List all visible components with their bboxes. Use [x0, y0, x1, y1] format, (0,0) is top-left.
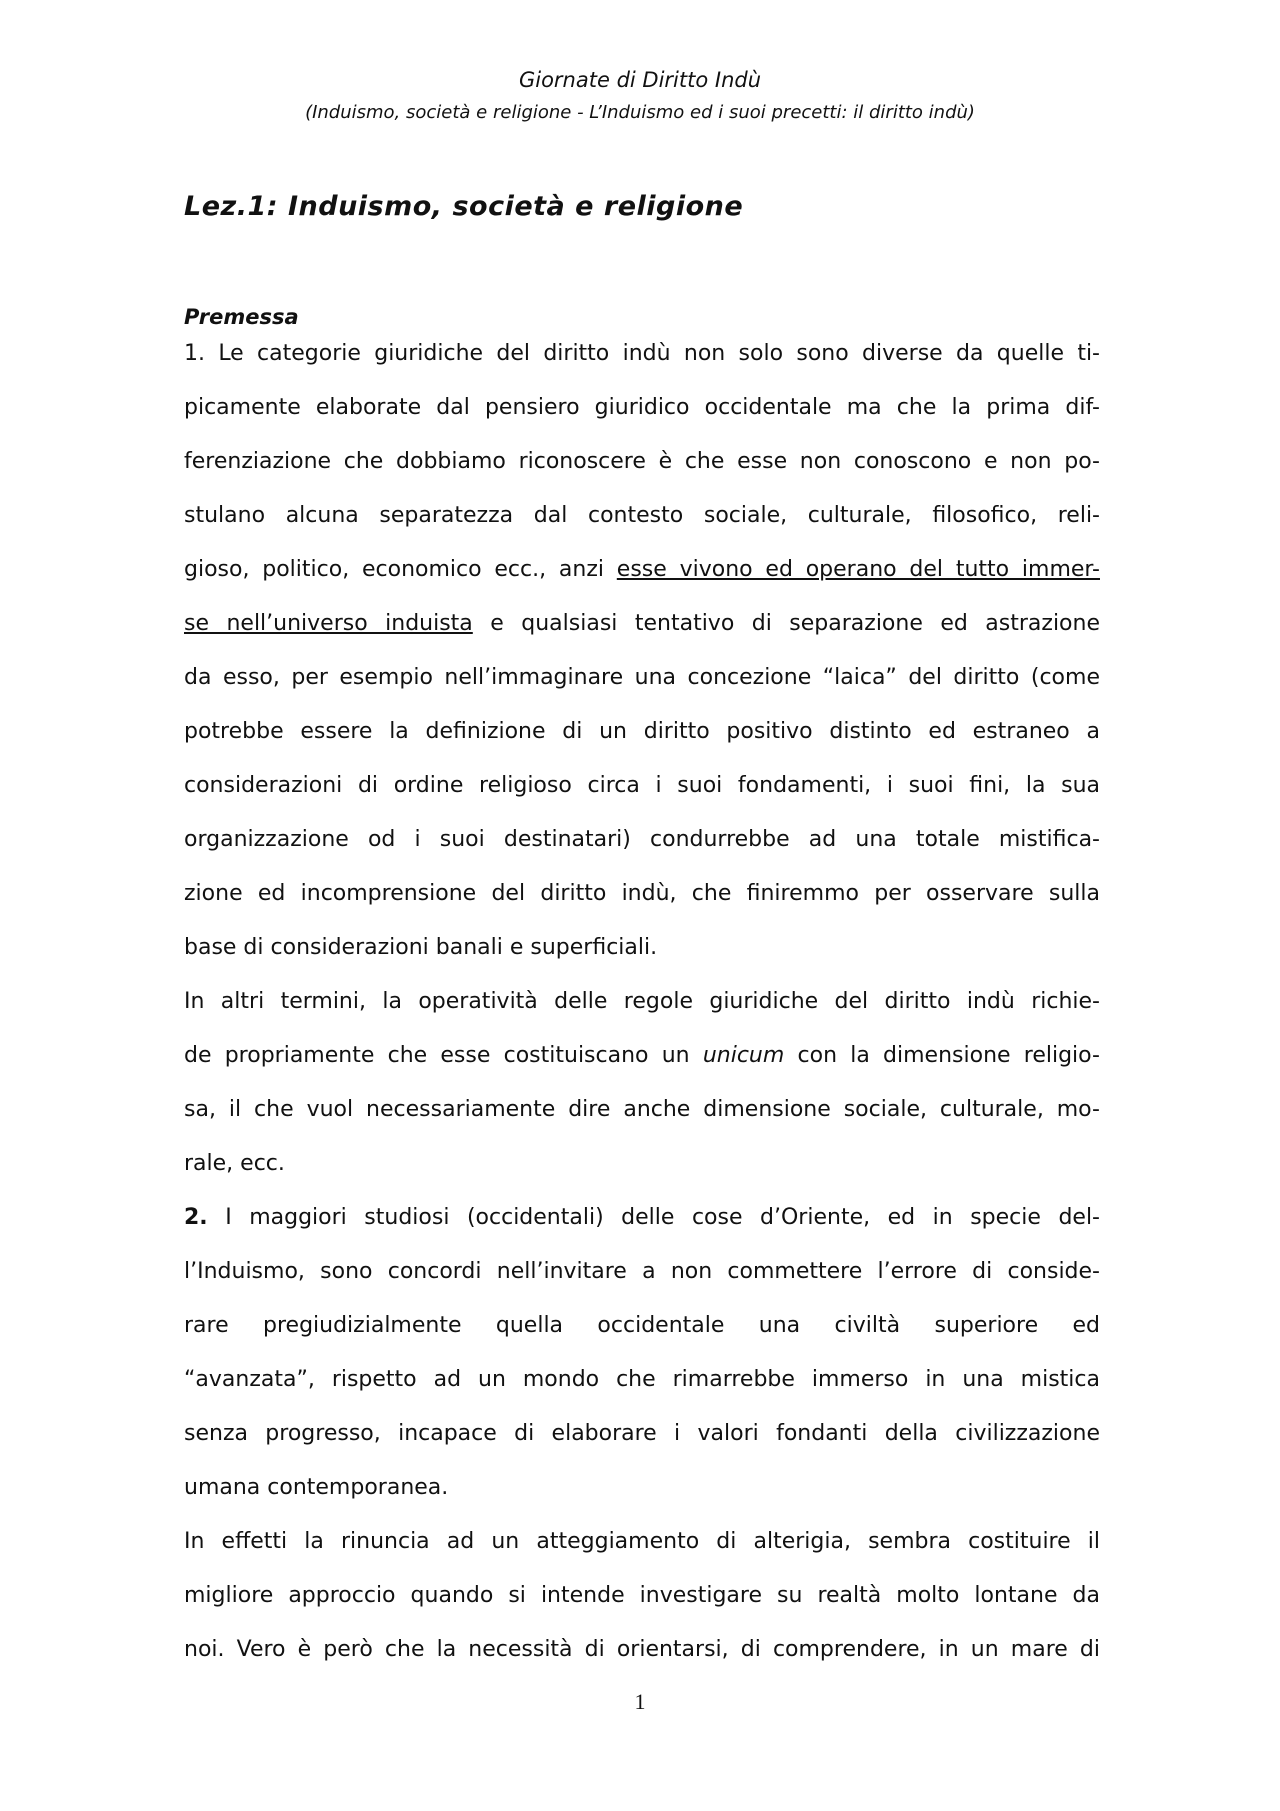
- text-line: organizzazione od i suoi destinatari) condurrebbe ad una totale mistifica-: [184, 827, 1100, 852]
- text-line: [184, 1200, 1100, 1254]
- text-line: noi. Vero è però che la necessità di orientarsi, di comprendere, in un mare di: [184, 1637, 1100, 1662]
- text-line: 1. Le categorie giuridiche del diritto indù non solo sono diverse da quelle ti-: [184, 341, 1100, 366]
- text-line: stulano alcuna separatezza dal contesto sociale, culturale, filosofico, reli-: [184, 503, 1100, 528]
- text-line: In effetti la rinuncia ad un atteggiamento di alterigia, sembra costituire il: [184, 1529, 1100, 1554]
- text-line: zione ed incomprensione del diritto indù, che finiremmo per osservare sulla: [184, 881, 1100, 906]
- text-run: de propriamente che esse costituiscano un: [184, 1043, 703, 1068]
- text-run: gioso, politico, economico ecc., anzi: [184, 557, 617, 582]
- underlined-text: esse vivono ed operano del tutto immer-: [616, 557, 1100, 582]
- text-line: base di considerazioni banali e superficiali.: [184, 935, 658, 960]
- text-line: “avanzata”, rispetto ad un mondo che rimarrebbe immerso in una mistica: [184, 1367, 1100, 1392]
- text-line: umana contemporanea.: [184, 1475, 449, 1500]
- text-run: I maggiori studiosi (occidentali) delle cose d’Oriente, ed in specie del-: [207, 1205, 1100, 1230]
- paragraph-number: 2.: [184, 1205, 208, 1230]
- text-line: ferenziazione che dobbiamo riconoscere è che esse non conoscono e non po-: [184, 449, 1100, 474]
- text-line: senza progresso, incapace di elaborare i valori fondanti della civilizzazione: [184, 1421, 1100, 1446]
- text-line: [184, 552, 1100, 606]
- running-header-title: Giornate di Diritto Indù: [518, 68, 762, 92]
- text-line: In altri termini, la operatività delle regole giuridiche del diritto indù richie-: [184, 989, 1100, 1014]
- text-line: picamente elaborate dal pensiero giuridico occidentale ma che la prima dif-: [184, 395, 1100, 420]
- text-line: considerazioni di ordine religioso circa i suoi fondamenti, i suoi fini, la sua: [184, 773, 1100, 798]
- page-number: 1: [634, 1689, 646, 1714]
- text-run: con la dimensione religio-: [784, 1043, 1100, 1068]
- text-line: potrebbe essere la definizione di un diritto positivo distinto ed estraneo a: [184, 719, 1100, 744]
- lesson-title: Lez.1: Induismo, società e religione: [184, 191, 744, 222]
- text-run: e qualsiasi tentativo di separazione ed astrazione: [472, 611, 1100, 636]
- section-heading: Premessa: [184, 305, 299, 329]
- running-header-subtitle: (Induismo, società e religione - L’Induismo ed i suoi precetti: il diritto indù): [305, 102, 975, 123]
- text-line: migliore approccio quando si intende investigare su realtà molto lontane da: [184, 1583, 1100, 1608]
- italic-term: unicum: [702, 1043, 785, 1068]
- body-text: [184, 336, 1100, 1686]
- text-line: [184, 606, 1100, 660]
- text-line: da esso, per esempio nell’immaginare una concezione “laica” del diritto (come: [184, 665, 1100, 690]
- text-line: l’Induismo, sono concordi nell’invitare a non commettere l’errore di conside-: [184, 1259, 1100, 1284]
- underlined-text: se nell’universo induista: [184, 611, 473, 636]
- text-line: rare pregiudizialmente quella occidentale una civiltà superiore ed: [184, 1313, 1100, 1338]
- text-line: [184, 1038, 1100, 1092]
- text-line: rale, ecc.: [184, 1151, 285, 1176]
- text-line: sa, il che vuol necessariamente dire anche dimensione sociale, culturale, mo-: [184, 1097, 1100, 1122]
